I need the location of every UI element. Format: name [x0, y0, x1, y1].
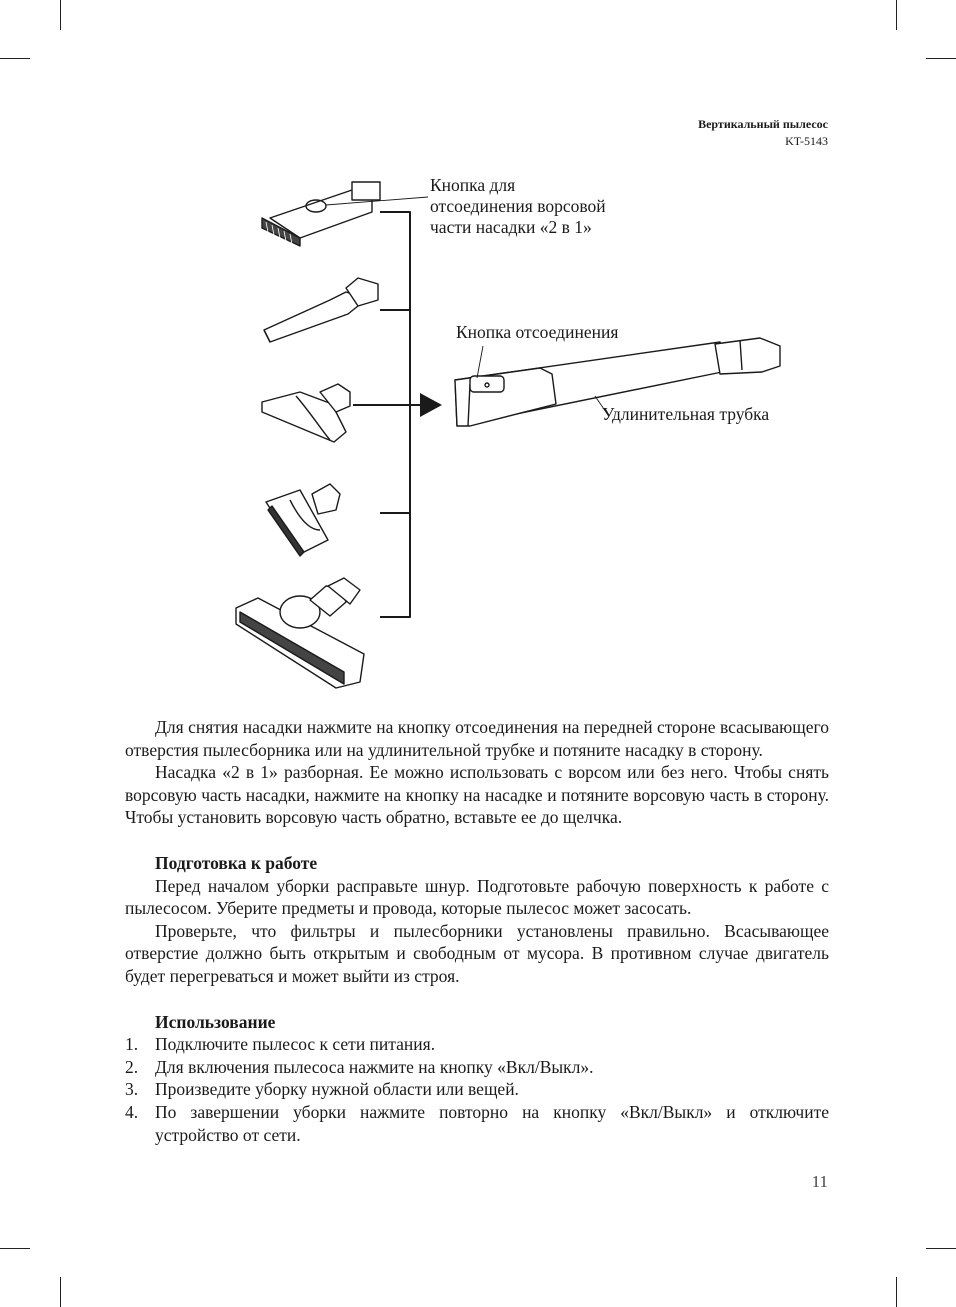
brush-2in1-icon	[262, 182, 380, 246]
paragraph: Проверьте, что фильтры и пылесборники установлены правильно. Всасывающее отверстие должно быть открытым и свободным от мусора. В противном случае двигатель будет перегреваться и может выйти из строя.	[125, 920, 829, 986]
crop-mark	[926, 1248, 956, 1249]
section-title-preparation: Подготовка к работе	[155, 852, 318, 873]
body-text	[125, 716, 829, 1146]
floor-nozzle-icon	[236, 578, 364, 688]
crop-mark	[0, 1248, 30, 1249]
crop-mark	[60, 1277, 61, 1307]
list-item: 2. Для включения пылесоса нажмите на кнопку «Вкл/Выкл».	[125, 1056, 594, 1077]
page-number: 11	[811, 1172, 828, 1191]
paragraph: Для снятия насадки нажмите на кнопку отсоединения на передней стороне всасывающего отверстия пылесборника или на удлинительной трубке и потяните насадку в сторону.	[125, 717, 829, 760]
label-brush-button: Кнопка для отсоединения ворсовой части насадки «2 в 1»	[430, 175, 606, 237]
list-item: 4. По завершении уборки нажмите повторно на кнопку «Вкл/Выкл» и отключите устройство от сети.	[125, 1101, 829, 1145]
paragraph: Перед началом уборки расправьте шнур. Подготовьте рабочую поверхность к работе с пылесосом. Уберите предметы и провода, которые пылесос может засосать.	[125, 875, 829, 919]
crevice-nozzle-icon	[264, 278, 378, 342]
list-item: 3. Произведите уборку нужной области или вещей.	[125, 1079, 519, 1100]
label-extension-tube: Удлинительная трубка	[602, 404, 770, 424]
label-release-button: Кнопка отсоединения	[456, 322, 619, 342]
paragraph: Насадка «2 в 1» разборная. Ее можно использовать с ворсом или без него. Чтобы снять ворсовую часть насадки, нажмите на кнопку на насадке и потяните ворсовую часть в сторону. Чтобы установить ворсовую часть обратно, вставьте ее до щелчка.	[125, 762, 829, 828]
steps-list	[125, 1033, 829, 1146]
crop-mark	[896, 1277, 897, 1307]
section-title-usage: Использование	[155, 1011, 276, 1032]
list-item: 1. Подключите пылесос к сети питания.	[125, 1034, 436, 1055]
header-model: KT-5143	[785, 134, 828, 148]
upholstery-nozzle-icon	[262, 384, 350, 442]
header-title: Вертикальный пылесос	[698, 117, 828, 131]
brush-nozzle-icon	[266, 484, 340, 556]
